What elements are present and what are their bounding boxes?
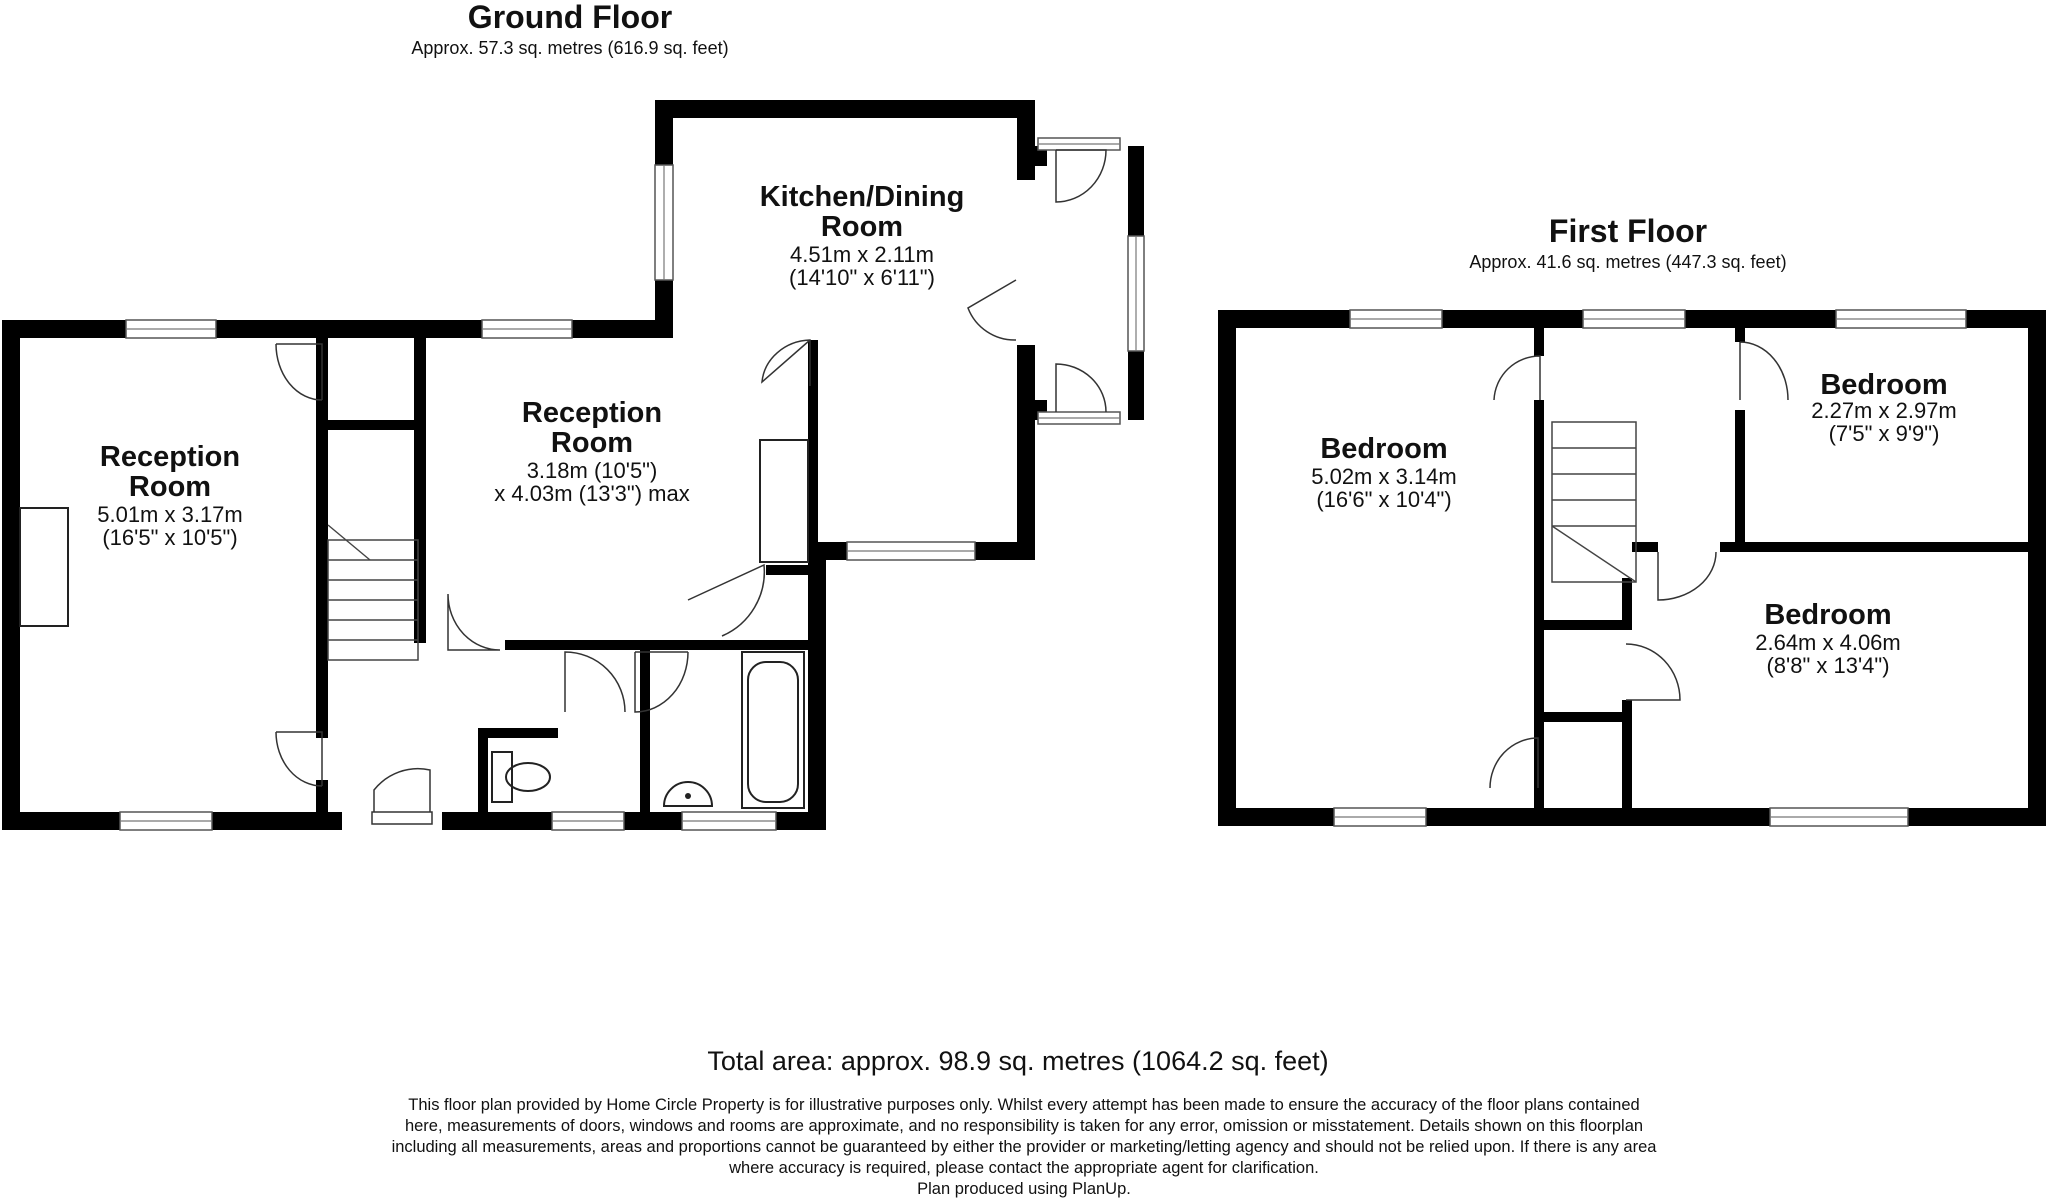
room-label-reception-1 xyxy=(97,441,243,550)
room-dimensions: 3.18m (10'5") xyxy=(526,458,658,483)
window-icon xyxy=(655,165,673,280)
window-icon xyxy=(1334,808,1426,826)
room-dimensions: 2.27m x 2.97m xyxy=(1811,398,1957,423)
room-dimensions: (16'6" x 10'4") xyxy=(1316,487,1452,512)
window-icon xyxy=(682,812,776,830)
first-floor-staircase xyxy=(1552,422,1636,582)
room-dimensions: 4.51m x 2.11m xyxy=(790,242,934,267)
door-icon xyxy=(968,280,1016,340)
total-area: Total area: approx. 98.9 sq. metres (1064.2 sq. feet) xyxy=(707,1046,1329,1076)
disclaimer-line: including all measurements, areas and proportions cannot be guaranteed by either the provider or marketing/letting agency and should not be relied upon. If there is any area xyxy=(391,1138,1657,1156)
window-icon xyxy=(552,812,624,830)
door-icon xyxy=(276,344,322,400)
disclaimer-line: This floor plan provided by Home Circle Property is for illustrative purposes only. Whilst every attempt has been made to ensure the accuracy of the floor plans contained xyxy=(408,1096,1640,1114)
door-icon xyxy=(1494,356,1540,400)
room-label-bedroom-2 xyxy=(1811,369,1957,446)
door-icon xyxy=(372,769,432,824)
door-icon xyxy=(1658,552,1716,600)
door-icon xyxy=(762,340,810,386)
window-icon xyxy=(126,320,216,338)
door-icon xyxy=(565,652,625,712)
window-icon xyxy=(1350,310,1442,328)
first-floor-area: Approx. 41.6 sq. metres (447.3 sq. feet) xyxy=(1469,252,1787,272)
room-dimensions: 2.64m x 4.06m xyxy=(1755,630,1901,655)
ground-floor-staircase xyxy=(328,525,418,660)
room-name: Room xyxy=(128,471,212,503)
window-icon xyxy=(120,812,212,830)
ground-floor-area: Approx. 57.3 sq. metres (616.9 sq. feet) xyxy=(411,38,729,58)
counter xyxy=(760,440,808,562)
fireplace xyxy=(20,508,68,626)
room-dimensions: x 4.03m (13'3") max xyxy=(494,481,690,506)
room-dimensions: (14'10" x 6'11") xyxy=(789,265,935,290)
room-name: Reception xyxy=(99,441,241,473)
door-icon xyxy=(1056,150,1106,202)
window-icon xyxy=(1038,412,1120,424)
disclaimer-line: here, measurements of doors, windows and rooms are approximate, and no responsibility is taken for any error, omission or misstatement. Details shown on this floorplan xyxy=(404,1117,1644,1135)
room-label-reception-2 xyxy=(494,397,689,506)
room-name: Reception xyxy=(521,397,663,429)
window-icon xyxy=(1128,236,1144,351)
door-icon xyxy=(1740,342,1788,400)
room-name: Bedroom xyxy=(1320,433,1448,465)
basin-icon xyxy=(664,782,712,806)
window-icon xyxy=(482,320,572,338)
door-icon xyxy=(1056,364,1106,412)
room-label-bedroom-1 xyxy=(1311,433,1457,512)
door-icon xyxy=(276,732,322,786)
disclaimer-line: where accuracy is required, please contact the appropriate agent for clarification. xyxy=(729,1159,1319,1177)
disclaimer-line: Plan produced using PlanUp. xyxy=(917,1180,1131,1198)
room-dimensions: (16'5" x 10'5") xyxy=(102,525,238,550)
room-name: Room xyxy=(550,427,634,459)
room-dimensions: 5.02m x 3.14m xyxy=(1311,464,1457,489)
room-dimensions: (8'8" x 13'4") xyxy=(1766,653,1890,678)
room-name: Kitchen/Dining xyxy=(759,181,965,213)
door-icon xyxy=(1626,644,1680,700)
first-floor-title: First Floor xyxy=(1548,213,1708,249)
ground-floor-doors xyxy=(276,150,1106,824)
room-label-kitchen-dining xyxy=(760,181,965,290)
window-icon xyxy=(1038,138,1120,150)
disclaimer xyxy=(392,1096,1658,1198)
room-name: Bedroom xyxy=(1820,369,1948,401)
window-icon xyxy=(847,542,975,560)
room-name: Bedroom xyxy=(1764,599,1892,631)
room-dimensions: 5.01m x 3.17m xyxy=(97,502,243,527)
window-icon xyxy=(1770,808,1908,826)
window-icon xyxy=(1836,310,1966,328)
bath-icon xyxy=(742,652,804,808)
door-icon xyxy=(688,565,764,636)
room-label-bedroom-3 xyxy=(1755,599,1901,678)
window-icon xyxy=(1583,310,1685,328)
room-name: Room xyxy=(820,211,904,243)
door-icon xyxy=(1490,738,1538,788)
toilet-icon xyxy=(492,752,550,802)
ground-floor-title: Ground Floor xyxy=(467,0,673,35)
room-dimensions: (7'5" x 9'9") xyxy=(1828,421,1940,446)
door-icon xyxy=(448,594,500,650)
